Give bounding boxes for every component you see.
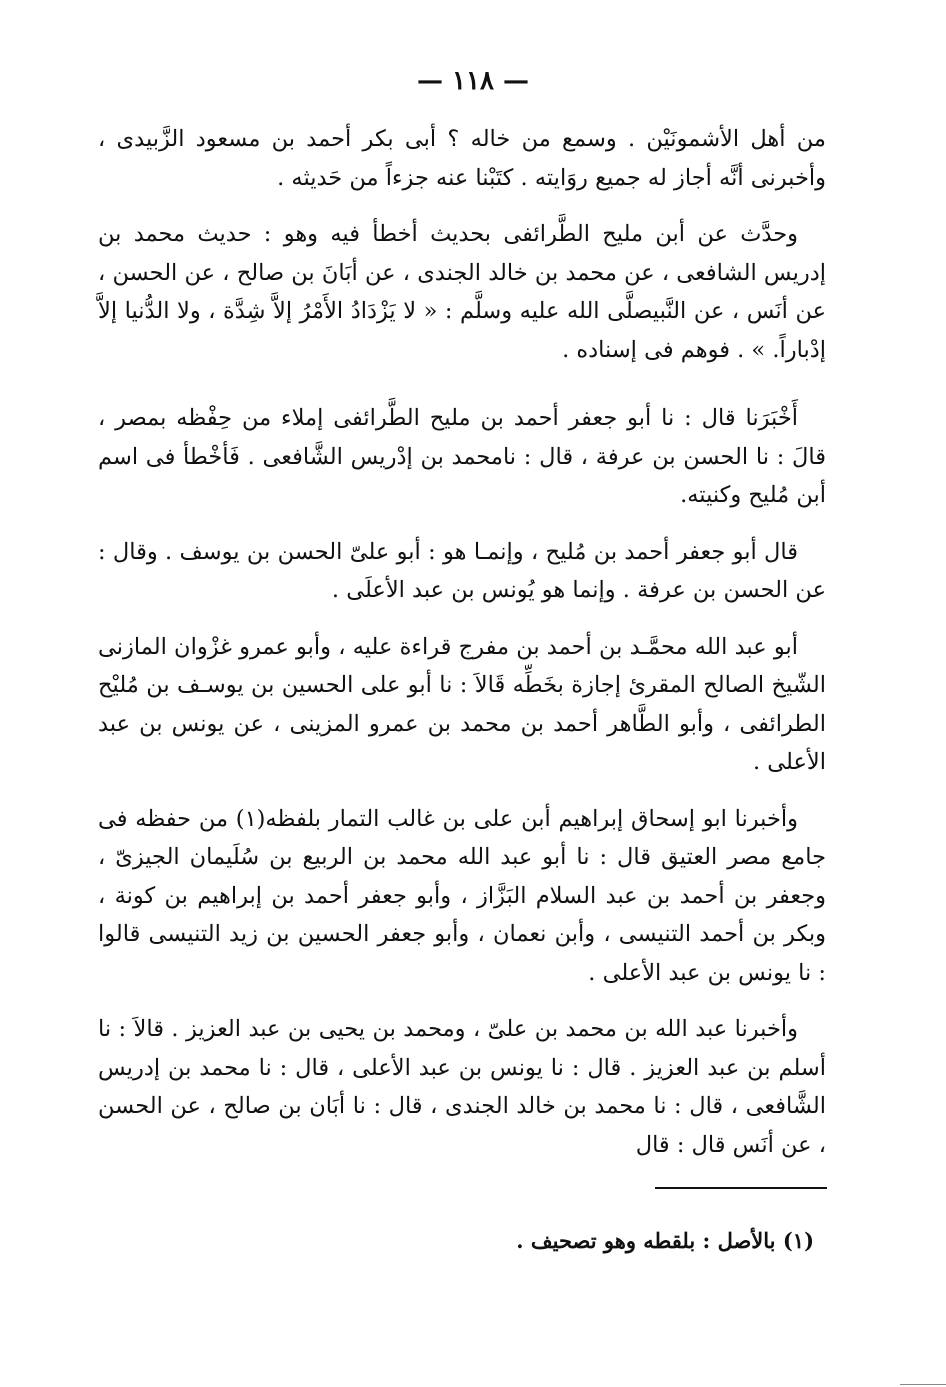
paragraph: وأخبرنا ابو إسحاق إبراهيم أبن على بن غالب التمار بلفظه(١) من حفظه فى جامع مصر العتيق قال : نا أبو عبد الله محمد بن الربيع بن سُلَيمان الجيزىّ ، وجعفر بن أحمد بن عبد السلام البَزَّاز ، وأبو جعفر أحمد بن إبراهيم بن كونة ، وبكر بن أحمد التنيسى ، وأبن نعمان ، وأبو جعفر الحسين بن زيد التنيسى قالوا : نا يونس بن عبد الأعلى . xyxy=(98,805,826,986)
footnote-separator xyxy=(655,1187,827,1189)
main-text xyxy=(98,120,826,1164)
footnote: (١) بالأصل : بلقطه وهو تصحيف . xyxy=(516,1228,814,1253)
paragraph: من أهل الأشمونَيْن . وسمع من خاله ؟ أبى بكر أحمد بن مسعود الزَّبيدى ، وأخبرنى أنَّه أجاز له جميع روَايته . كتَبْنا عنه جزءاً من حَديثه . xyxy=(98,126,826,191)
paragraph: وأخبرنا عبد الله بن محمد بن علىّ ، ومحمد بن يحيى بن عبد العزيز . قالاَ : نا أسلم بن عبد العزيز . قال : نا يونس بن عبد الأعلى ، قال : نا محمد بن إدريس الشَّافعى ، قال : نا محمد بن خالد الجندى ، قال : نا أبَان بن صالح ، عن الحسن ، عن أنَس قال : قال xyxy=(98,1016,826,1158)
paragraph: أَخْبَرَنا قال : نا أبو جعفر أحمد بن مليح الطَّرائفى إملاء من حِفْظه بمصر ، قالَ : نا الحسن بن عرفة ، قال : نامحمد بن إدْريس الشَّافعى . فَأخْطأ فى اسم أبن مُليح وكنيته. xyxy=(98,405,826,508)
scan-edge-line xyxy=(900,1384,946,1385)
paragraph: قال أبو جعفر أحمد بن مُليح ، وإنمـا هو : أبو علىّ الحسن بن يوسف . وقال : عن الحسن بن عرفة . وإنما هو يُونس بن عبد الأعلَى . xyxy=(98,538,826,603)
paragraph: وحدَّث عن أبن مليح الطَّرائفى بحديث أخطأ فيه وهو : حديث محمد بن إدريس الشافعى ، عن محمد بن خالد الجندى ، عن أبَانَ بن صالح ، عن الحسن ، عن أنَس ، عن النَّبيصلَّى الله عليه وسلَّم : « لا يَزْدَادُ الأَمْرُ إلاَّ شِدَّة ، ولا الدُّنيا إلاَّ إدْباراً. » . فوهم فى إسناده . xyxy=(98,221,826,363)
page-number: — ١١٨ — xyxy=(416,66,530,96)
scan-edge xyxy=(0,1350,946,1387)
paragraph: أبو عبد الله محمَّـد بن أحمد بن مفرج قراءة عليه ، وأبو عمرو غزْوان المازنى الشّيخ الصالح المقرئ إجازة بخَطِّه قَالاَ : نا أبو على الحسين بن يوسـف بن مُليْح الطرائفى ، وأبو الطَّاهر أحمد بن محمد بن عمرو المزينى ، عن يونس بن عبد الأعلى . xyxy=(98,633,826,775)
